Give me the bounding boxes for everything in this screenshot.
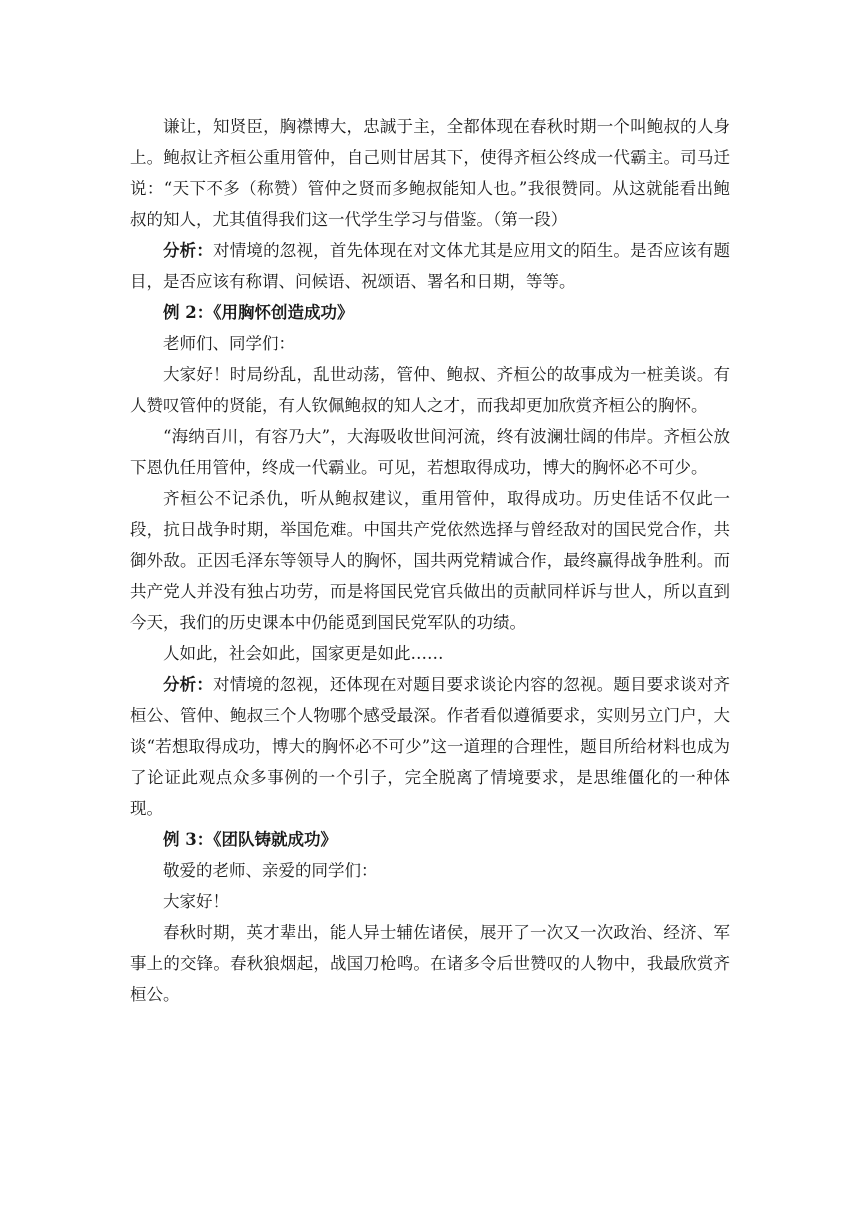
example-heading: 例 3：《团队铸就成功》 [163, 830, 337, 849]
salutation: 敬爱的老师、亲爱的同学们： [163, 861, 378, 880]
analysis-text: 对情境的忽视，还体现在对题目要求谈论内容的忽视。题目要求谈对齐桓公、管仲、鲍叔三个人物哪个感受最深。作者看似遵循要求，实则另立门户，大谈“若想取得成功，博大的胸怀必不可少”这一道理的合理性，题目所给材料也成为了论证此观点众多事例的一个引子，完全脱离了情境要求，是思维僵化的一种体现。 [130, 675, 731, 818]
example-heading: 例 2：《用胸怀创造成功》 [163, 303, 354, 322]
greeting: 大家好！ [163, 892, 229, 911]
salutation: 老师们、同学们： [163, 334, 295, 353]
analysis-label: 分析： [163, 241, 214, 260]
paragraph: 人如此，社会如此，国家更是如此…… [163, 644, 444, 663]
paragraph-intro: 谦让，知贤臣，胸襟博大，忠誠于主，全都体现在春秋时期一个叫鲍叔的人身上。鲍叔让齐桓公重用管仲，自己则甘居其下，使得齐桓公终成一代霸主。司马迁说：“天下不多（称赞）管仲之贤而多鲍叔能知人也。”我很赞同。从这就能看出鲍叔的知人，尤其值得我们这一代学生学习与借鉴。（第一段） [130, 117, 730, 229]
analysis-paragraph [130, 235, 730, 297]
paragraph: “海纳百川，有容乃大”，大海吸收世间河流，终有波澜壮阔的伟岸。齐桓公放下恩仇任用管仲，终成一代霸业。可见，若想取得成功，博大的胸怀必不可少。 [130, 427, 730, 477]
paragraph: 齐桓公不记杀仇，听从鲍叔建议，重用管仲，取得成功。历史佳话不仅此一段，抗日战争时期，举国危难。中国共产党依然选择与曾经敌对的国民党合作，共御外敌。正因毛泽东等领导人的胸怀，国共两党精诚合作，最终赢得战争胜利。而共产党人并没有独占功劳，而是将国民党官兵做出的贡献同样诉与世人，所以直到今天，我们的历史课本中仍能觅到国民党军队的功绩。 [130, 489, 730, 632]
paragraph: 春秋时期，英才辈出，能人异士辅佐诸侯，展开了一次又一次政治、经济、军事上的交锋。春秋狼烟起，战国刀枪鸣。在诸多令后世赞叹的人物中，我最欣赏齐桓公。 [130, 923, 730, 1004]
paragraph: 大家好！时局纷乱，乱世动荡，管仲、鲍叔、齐桓公的故事成为一桩美谈。有人赞叹管仲的贤能，有人钦佩鲍叔的知人之才，而我却更加欣赏齐桓公的胸怀。 [130, 365, 730, 415]
analysis-label: 分析： [163, 675, 214, 694]
analysis-text: 对情境的忽视，首先体现在对文体尤其是应用文的陌生。是否应该有题目，是否应该有称谓、问候语、祝颂语、署名和日期，等等。 [130, 241, 731, 291]
analysis-paragraph [130, 669, 730, 824]
document-body [130, 111, 730, 1010]
